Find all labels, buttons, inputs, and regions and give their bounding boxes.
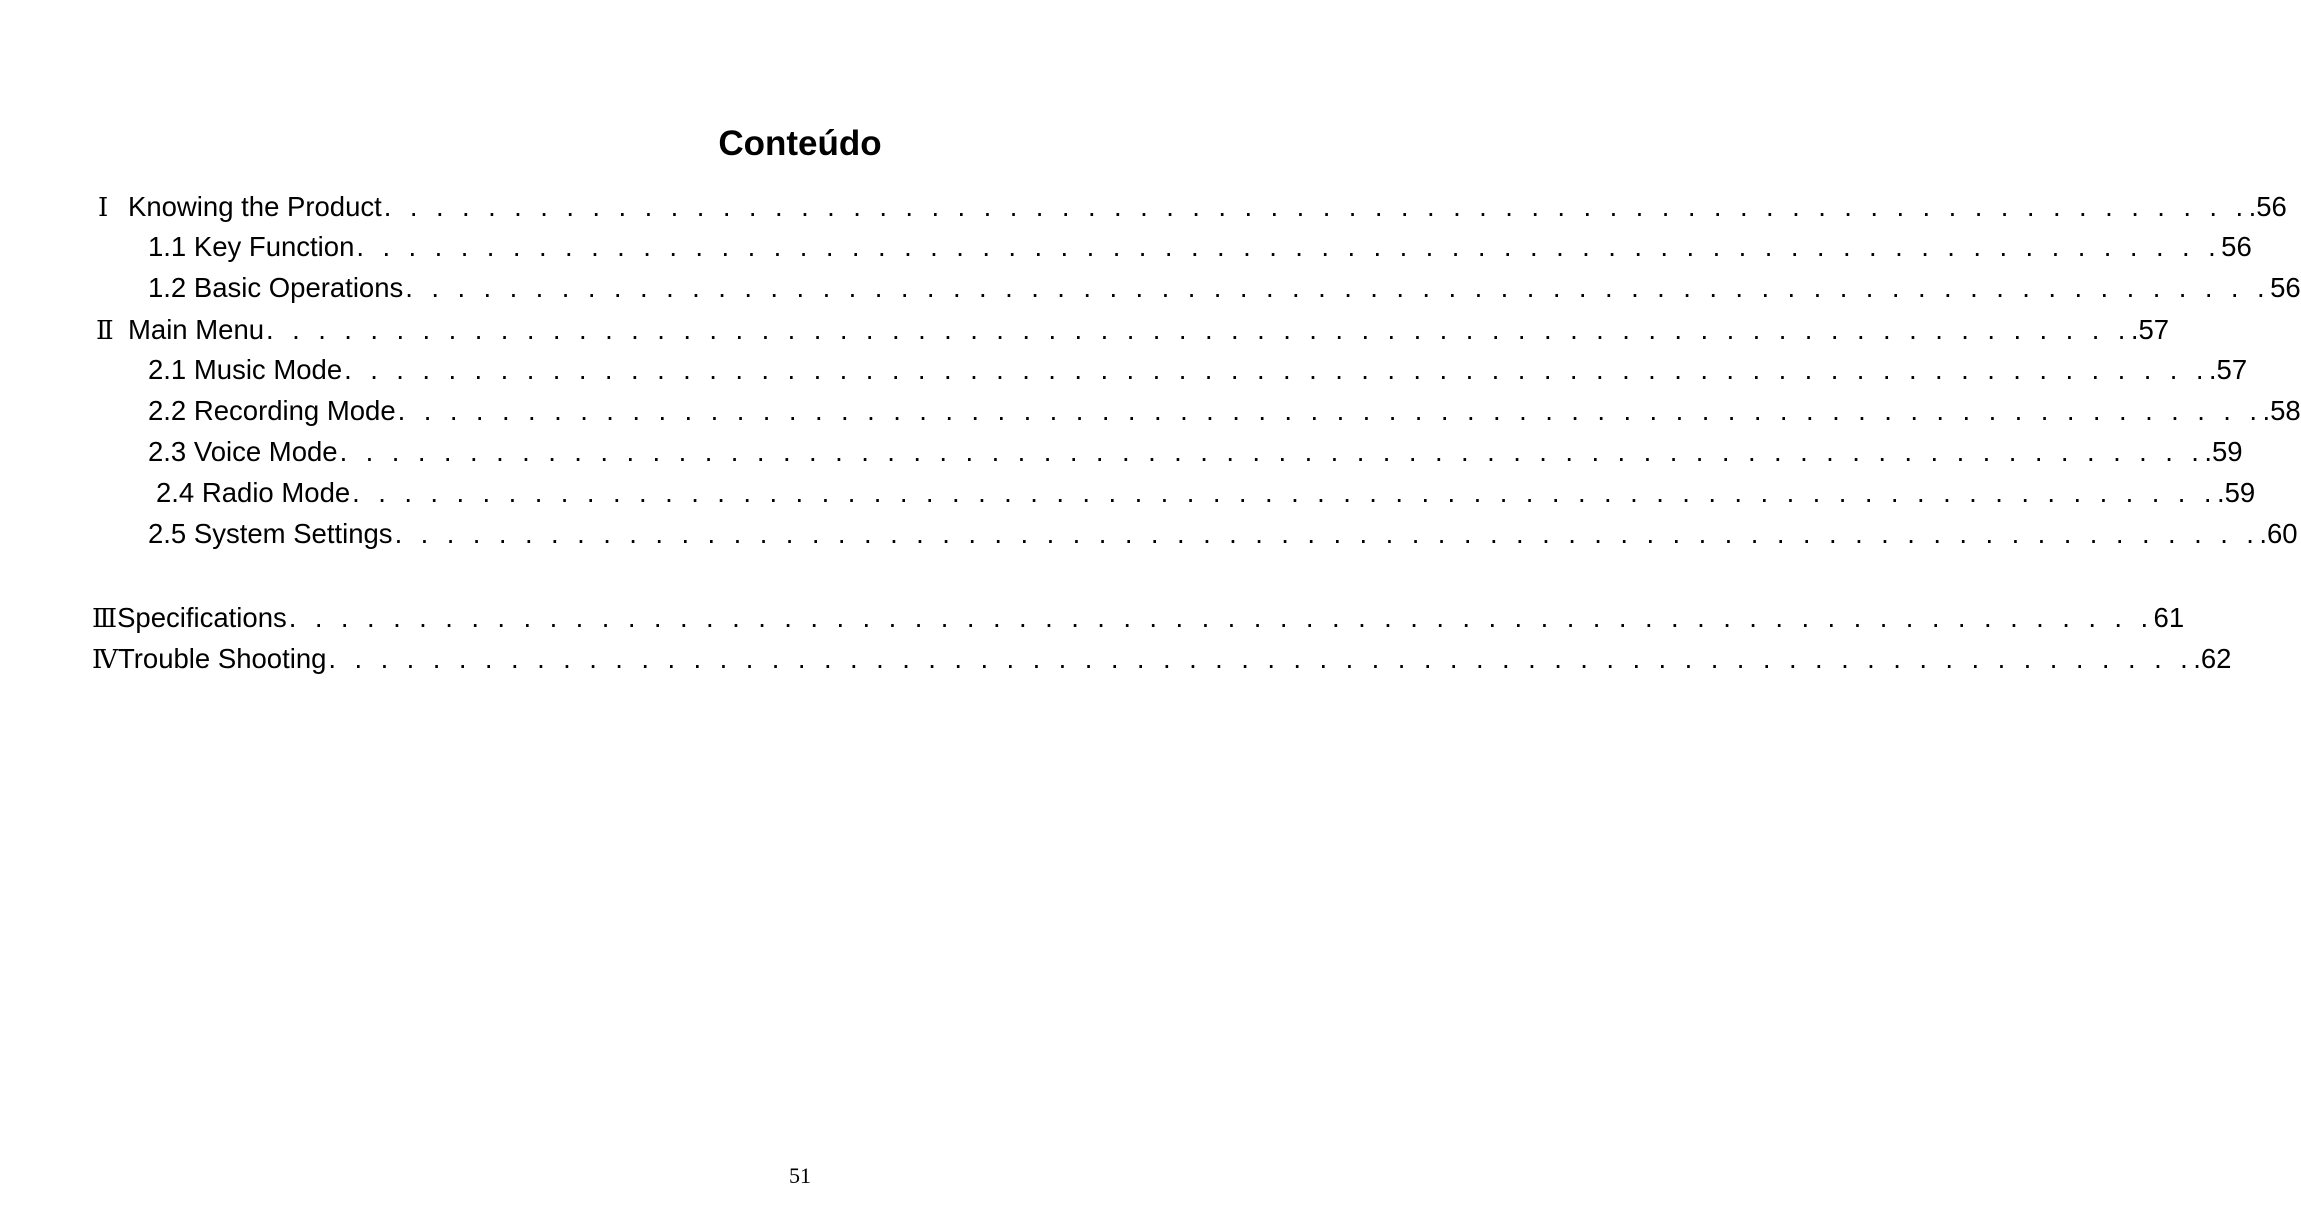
toc-entry-system-settings[interactable] [148, 516, 2298, 552]
toc-entry-page: .58 [2262, 395, 2301, 426]
dot-leader: . . . . . . . . . . . . . . . . . . . . . . . . . . . . . . . . . . . . . . . . . . . . . . . . . . . . . . . . . . . . . . . . . . . . . . . . [339, 436, 2205, 467]
toc-entry-label: 2.5 System Settings [148, 518, 393, 549]
page-number: 51 [789, 1163, 811, 1188]
toc-entry-label: Trouble Shooting [117, 643, 327, 674]
dot-leader: . . . . . . . . . . . . . . . . . . . . . . . . . . . . . . . . . . . . . . . . . . . . . . . . . . . . . . . . . . . . . . . . . . . . . . . . [266, 314, 2131, 345]
toc-entry-label: 1.1 Key Function [148, 231, 355, 262]
toc-entry-main-menu[interactable] [96, 312, 2170, 348]
dot-leader: . . . . . . . . . . . . . . . . . . . . . . . . . . . . . . . . . . . . . . . . . . . . . . . . . . . . . . . . . . . . . . . . . . . . . . . . [344, 354, 2209, 385]
toc-entry-page: .57 [2130, 314, 2170, 345]
dot-leader: . . . . . . . . . . . . . . . . . . . . . . . . . . . . . . . . . . . . . . . . . . . . . . . . . . . . . . . . . . . . . . . . . . . . . . . . [352, 477, 2217, 508]
toc-entry-key-function[interactable] [148, 229, 2252, 265]
toc-entry-page: .56 [2248, 191, 2287, 222]
toc-entry-page: .59 [2216, 477, 2256, 508]
roman-numeral: Ⅱ [96, 316, 114, 345]
toc-entry-label: Main Menu [128, 314, 265, 345]
roman-numeral: Ⅰ [98, 193, 109, 222]
dot-leader: . . . . . . . . . . . . . . . . . . . . . . . . . . . . . . . . . . . . . . . . . . . . . . . . . . . . . . . . . . . . . . . . . . . . . . . . [405, 272, 2271, 303]
toc-entry-label: 2.1 Music Mode [148, 354, 343, 385]
toc-entry-specifications[interactable] [92, 600, 2185, 636]
toc-entry-knowing-the-product[interactable] [98, 189, 2287, 225]
toc-entry-page: .59 [2204, 436, 2243, 467]
dot-leader: . . . . . . . . . . . . . . . . . . . . . . . . . . . . . . . . . . . . . . . . . . . . . . . . . . . . . . . . . . . . . . . . . . . . . . . . [288, 602, 2154, 633]
toc-entry-recording-mode[interactable] [148, 393, 2301, 429]
dot-leader: . . . . . . . . . . . . . . . . . . . . . . . . . . . . . . . . . . . . . . . . . . . . . . . . . . . . . . . . . . . . . . . . . . . . . . . . [397, 395, 2263, 426]
dot-leader: . . . . . . . . . . . . . . . . . . . . . . . . . . . . . . . . . . . . . . . . . . . . . . . . . . . . . . . . . . . . . . . . . . . . . . . . [383, 191, 2249, 222]
page-title: Conteúdo [718, 124, 882, 163]
toc-entry-label: Knowing the Product [128, 191, 382, 222]
toc-entry-page: 61 [2153, 602, 2185, 633]
roman-numeral: Ⅲ [92, 604, 118, 633]
toc-entry-page: .60 [2259, 518, 2298, 549]
toc-entry-page: 56 [2221, 231, 2252, 262]
toc-entry-trouble-shooting[interactable] [92, 641, 2232, 677]
toc-entry-label: 2.3 Voice Mode [148, 436, 338, 467]
toc-entry-label: Specifications [117, 602, 287, 633]
toc-entry-radio-mode[interactable] [156, 475, 2256, 511]
toc-entry-page: 56 [2270, 272, 2301, 303]
toc-entry-voice-mode[interactable] [148, 434, 2243, 470]
dot-leader: . . . . . . . . . . . . . . . . . . . . . . . . . . . . . . . . . . . . . . . . . . . . . . . . . . . . . . . . . . . . . . . . . . . . . . . . [328, 643, 2194, 674]
toc-entry-page: .57 [2208, 354, 2248, 385]
toc-entry-label: 1.2 Basic Operations [148, 272, 404, 303]
toc-entry-basic-operations[interactable] [148, 270, 2301, 306]
roman-numeral: Ⅳ [92, 645, 118, 674]
toc-entry-label: 2.4 Radio Mode [156, 477, 351, 508]
toc-entry-label: 2.2 Recording Mode [148, 395, 396, 426]
dot-leader: . . . . . . . . . . . . . . . . . . . . . . . . . . . . . . . . . . . . . . . . . . . . . . . . . . . . . . . . . . . . . . . . . . . . . . . . [394, 518, 2260, 549]
dot-leader: . . . . . . . . . . . . . . . . . . . . . . . . . . . . . . . . . . . . . . . . . . . . . . . . . . . . . . . . . . . . . . . . . . . . . . . . [356, 231, 2222, 262]
toc-entry-music-mode[interactable] [148, 352, 2248, 388]
toc-entry-page: .62 [2193, 643, 2232, 674]
